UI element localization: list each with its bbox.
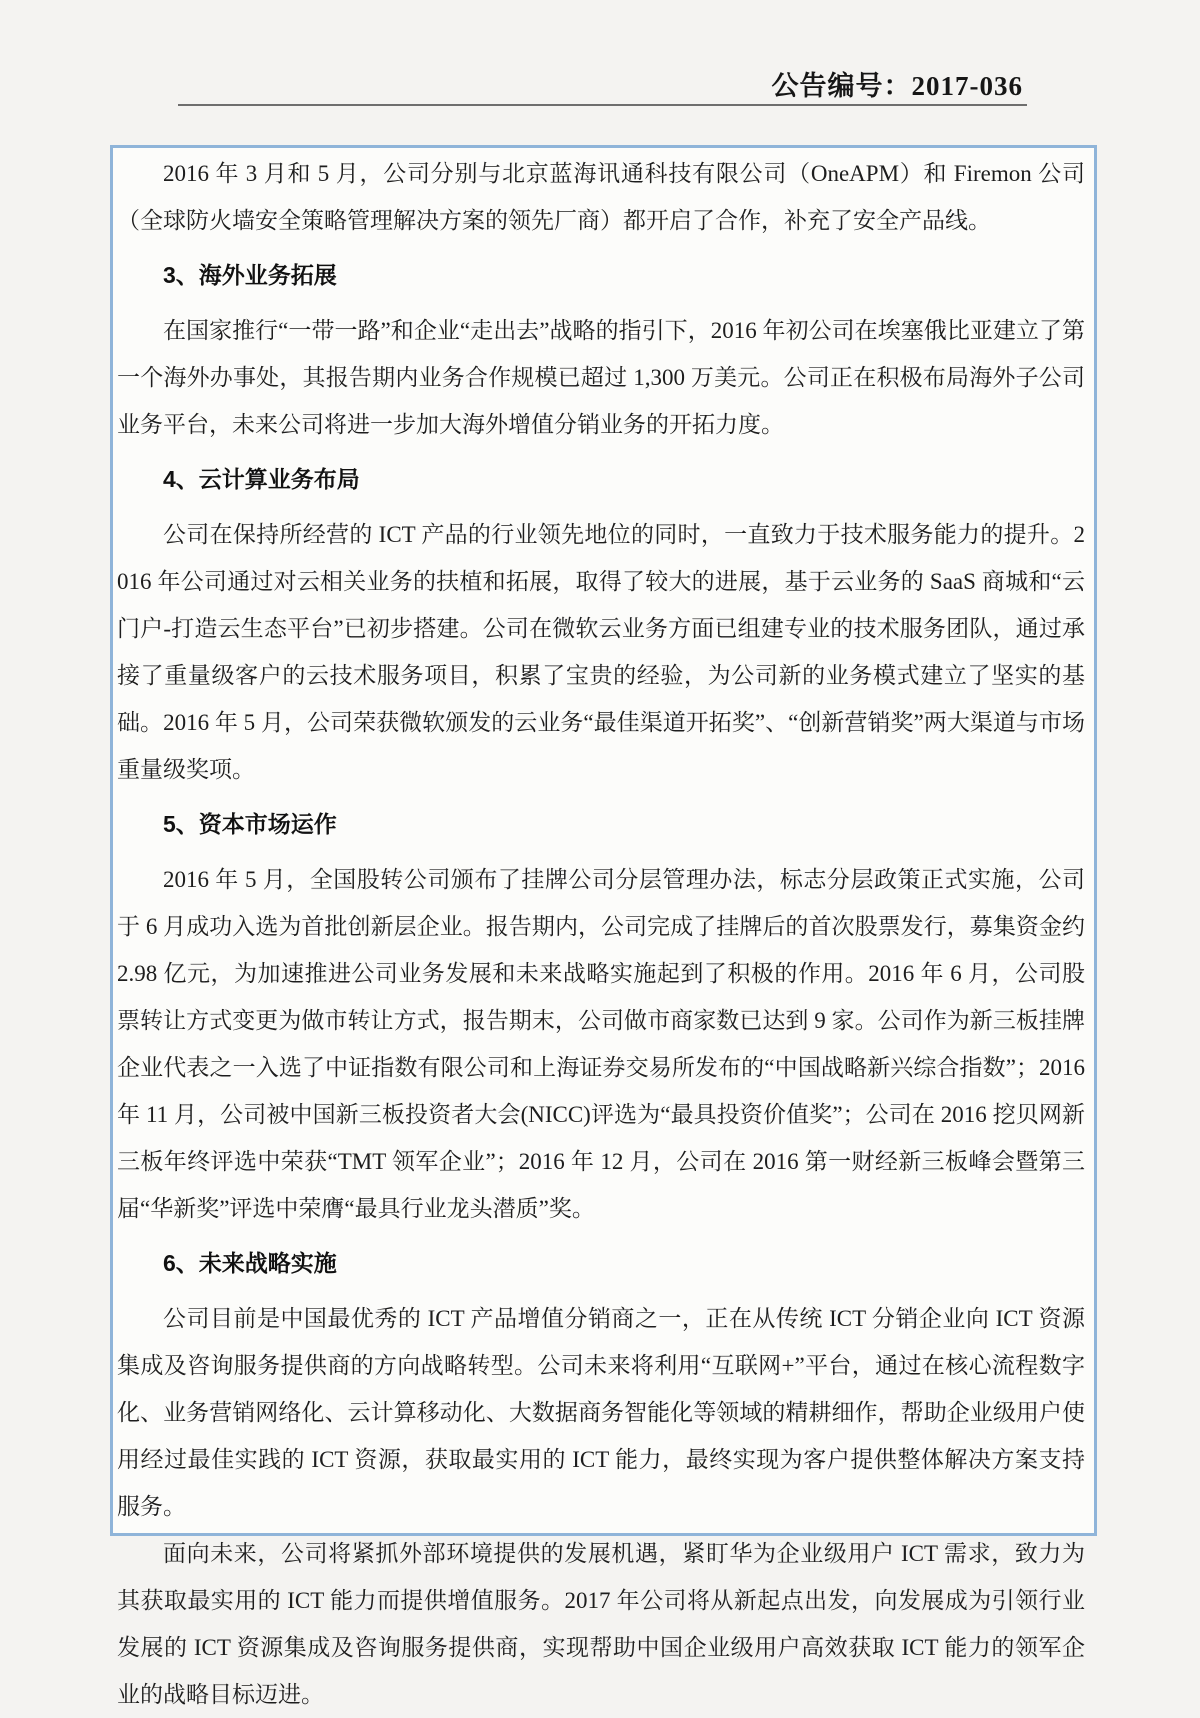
section-heading: 6、未来战略实施 [163,1250,337,1276]
section-heading: 5、资本市场运作 [163,811,337,837]
content-box [110,145,1097,1707]
section-heading: 4、云计算业务布局 [163,466,360,492]
paragraph: 公司在保持所经营的 ICT 产品的行业领先地位的同时，一直致力于技术服务能力的提升。2016 年公司通过对云相关业务的扶植和拓展，取得了较大的进展，基于云业务的 SaaS 商城和“云门户-打造云生态平台”已初步搭建。公司在微软云业务方面已组建专业的技术服务团队，通过承接了重量级客户的云技术服务项目，积累了宝贵的经验，为公司新的业务模式建立了坚实的基础。2016 年 5 月，公司荣获微软颁发的云业务“最佳渠道开拓奖”、“创新营销奖”两大渠道与市场重量级奖项。 [117,522,1085,782]
notice-number: 公告编号：2017-036 [771,71,1023,101]
paragraph: 2016 年 5 月，全国股转公司颁布了挂牌公司分层管理办法，标志分层政策正式实施，公司于 6 月成功入选为首批创新层企业。报告期内，公司完成了挂牌后的首次股票发行，募集资金约 2.98 亿元，为加速推进公司业务发展和未来战略实施起到了积极的作用。2016 年 6 月，公司股票转让方式变更为做市转让方式，报告期末，公司做市商家数已达到 9 家。公司作为新三板挂牌企业代表之一入选了中证指数有限公司和上海证券交易所发布的“中国战略新兴综合指数”；2016 年 11 月，公司被中国新三板投资者大会(NICC)评选为“最具投资价值奖”；公司在 2016 挖贝网新三板年终评选中荣获“TMT 领军企业”；2016 年 12 月，公司在 2016 第一财经新三板峰会暨第三届“华新奖”评选中荣膺“最具行业龙头潜质”奖。 [117,867,1085,1221]
paragraph: 2016 年 3 月和 5 月，公司分别与北京蓝海讯通科技有限公司（OneAPM）和 Firemon 公司（全球防火墙安全策略管理解决方案的领先厂商）都开启了合作，补充了安全产品线。 [117,161,1085,233]
document-body [117,150,1085,1718]
paragraph: 在国家推行“一带一路”和企业“走出去”战略的指引下，2016 年初公司在埃塞俄比亚建立了第一个海外办事处，其报告期内业务合作规模已超过 1,300 万美元。公司正在积极布局海外子公司业务平台，未来公司将进一步加大海外增值分销业务的开拓力度。 [117,318,1085,437]
section-heading: 3、海外业务拓展 [163,262,337,288]
paragraph: 公司目前是中国最优秀的 ICT 产品增值分销商之一，正在从传统 ICT 分销企业向 ICT 资源集成及咨询服务提供商的方向战略转型。公司未来将利用“互联网+”平台，通过在核心流程数字化、业务营销网络化、云计算移动化、大数据商务智能化等领域的精耕细作，帮助企业级用户使用经过最佳实践的 ICT 资源，获取最实用的 ICT 能力，最终实现为客户提供整体解决方案支持服务。 [117,1306,1085,1519]
paragraph: 面向未来，公司将紧抓外部环境提供的发展机遇，紧盯华为企业级用户 ICT 需求，致力为其获取最实用的 ICT 能力而提供增值服务。2017 年公司将从新起点出发，向发展成为引领行业发展的 ICT 资源集成及咨询服务提供商，实现帮助中国企业级用户高效获取 ICT 能力的领军企业的战略目标迈进。 [117,1541,1085,1707]
header-rule [178,104,1027,106]
